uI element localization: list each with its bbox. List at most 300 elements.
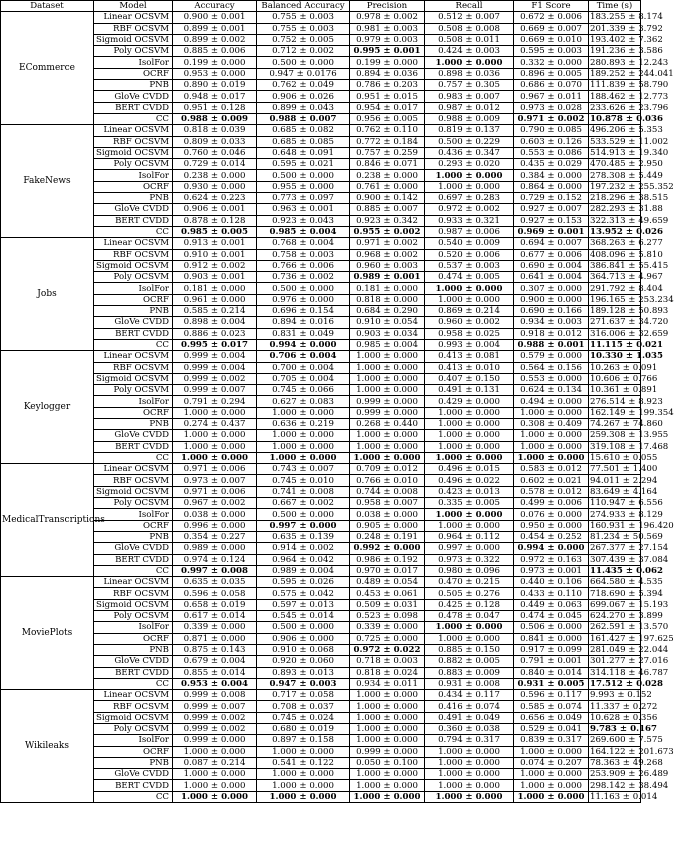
metric-cell: 0.745 ± 0.024	[257, 712, 350, 723]
metric-cell: 0.999 ± 0.000	[350, 746, 425, 757]
model-cell: Sigmoid OCSVM	[94, 260, 173, 271]
model-cell: Poly OCSVM	[94, 159, 173, 170]
metric-cell: 0.910 ± 0.054	[350, 317, 425, 328]
metric-cell: 1.000 ± 0.000	[425, 509, 514, 520]
table-row	[1, 498, 641, 509]
metric-cell: 0.923 ± 0.342	[350, 215, 425, 226]
metric-cell: 1.000 ± 0.000	[173, 452, 257, 463]
metric-cell: 0.690 ± 0.004	[514, 260, 589, 271]
metric-cell: 160.931 ± 196.420	[590, 520, 674, 531]
table-row	[1, 430, 641, 441]
metric-cell: 0.087 ± 0.214	[173, 757, 257, 768]
metric-cell: 0.181 ± 0.000	[350, 283, 425, 294]
header-f1-score: F1 Score	[514, 1, 589, 12]
metric-cell: 0.335 ± 0.005	[425, 498, 514, 509]
metric-cell: 0.597 ± 0.013	[257, 599, 350, 610]
table-row	[1, 170, 641, 181]
table-row	[1, 260, 641, 271]
model-cell: GloVe CVDD	[94, 317, 173, 328]
metric-cell: 0.953 ± 0.000	[173, 68, 257, 79]
metric-cell: 364.713 ± 4.967	[590, 272, 663, 283]
model-cell: PNB	[94, 80, 173, 91]
results-body	[1, 12, 674, 803]
metric-cell: 0.684 ± 0.290	[350, 306, 425, 317]
model-cell: GloVe CVDD	[94, 430, 173, 441]
metric-cell: 0.992 ± 0.000	[350, 543, 425, 554]
metric-cell: 301.277 ± 27.016	[590, 656, 669, 667]
metric-cell: 11.435 ± 0.062	[590, 565, 663, 576]
model-cell: BERT CVDD	[94, 780, 173, 791]
metric-cell: 0.578 ± 0.012	[514, 486, 589, 497]
metric-cell: 0.453 ± 0.061	[350, 588, 425, 599]
metric-cell: 0.882 ± 0.005	[425, 656, 514, 667]
metric-cell: 0.656 ± 0.049	[514, 712, 589, 723]
model-cell: GloVe CVDD	[94, 769, 173, 780]
table-row	[1, 249, 641, 260]
metric-cell: 0.697 ± 0.283	[425, 193, 514, 204]
metric-cell: 259.308 ± 13.955	[590, 430, 669, 441]
metric-cell: 1.000 ± 0.000	[425, 746, 514, 757]
metric-cell: 189.252 ± 244.041	[590, 68, 674, 79]
metric-cell: 0.766 ± 0.010	[350, 475, 425, 486]
model-cell: GloVe CVDD	[94, 543, 173, 554]
metric-cell: 0.407 ± 0.150	[425, 373, 514, 384]
metric-cell: 0.970 ± 0.017	[350, 565, 425, 576]
metric-cell: 0.983 ± 0.007	[425, 91, 514, 102]
metric-cell: 1.000 ± 0.000	[425, 418, 514, 429]
metric-cell: 94.011 ± 2.294	[590, 475, 658, 486]
metric-cell: 0.595 ± 0.026	[257, 577, 350, 588]
metric-cell: 0.602 ± 0.021	[514, 475, 589, 486]
metric-cell: 0.434 ± 0.117	[425, 690, 514, 701]
metric-cell: 1.000 ± 0.000	[257, 746, 350, 757]
metric-cell: 218.296 ± 38.515	[590, 193, 669, 204]
model-cell: Linear OCSVM	[94, 12, 173, 23]
metric-cell: 1.000 ± 0.000	[514, 746, 589, 757]
metric-cell: 0.496 ± 0.022	[425, 475, 514, 486]
metric-cell: 0.912 ± 0.002	[173, 260, 257, 271]
model-cell: IsolFor	[94, 283, 173, 294]
model-cell: RBF OCSVM	[94, 701, 173, 712]
dataset-cell: MedicalTranscriptions	[1, 464, 94, 577]
table-row	[1, 181, 641, 192]
metric-cell: 0.973 ± 0.322	[425, 554, 514, 565]
metric-cell: 496.206 ± 5.353	[590, 125, 663, 136]
metric-cell: 1.000 ± 0.000	[425, 622, 514, 633]
header-model: Model	[94, 1, 173, 12]
table-row	[1, 452, 641, 463]
metric-cell: 0.512 ± 0.007	[425, 12, 514, 23]
metric-cell: 1.000 ± 0.000	[514, 769, 589, 780]
metric-cell: 0.499 ± 0.006	[514, 498, 589, 509]
model-cell: PNB	[94, 531, 173, 542]
metric-cell: 0.564 ± 0.156	[514, 362, 589, 373]
metric-cell: 0.995 ± 0.017	[173, 339, 257, 350]
metric-cell: 78.363 ± 49.268	[590, 758, 663, 769]
metric-cell: 0.627 ± 0.083	[257, 396, 350, 407]
metric-cell: 9.783 ± 0.167	[590, 724, 658, 735]
metric-cell: 0.762 ± 0.110	[350, 125, 425, 136]
metric-cell: 0.999 ± 0.000	[350, 396, 425, 407]
table-row	[1, 486, 641, 497]
metric-cell: 0.985 ± 0.004	[350, 339, 425, 350]
metric-cell: 1.000 ± 0.000	[173, 791, 257, 802]
table-row	[1, 701, 641, 712]
model-cell: Poly OCSVM	[94, 498, 173, 509]
metric-cell: 282.293 ± 31.88	[590, 204, 663, 215]
model-cell: BERT CVDD	[94, 667, 173, 678]
metric-cell: 0.885 ± 0.006	[173, 46, 257, 57]
metric-cell: 280.893 ± 12.243	[590, 57, 669, 68]
metric-cell: 0.641 ± 0.004	[514, 272, 589, 283]
metric-cell: 0.293 ± 0.020	[425, 159, 514, 170]
metric-cell: 0.384 ± 0.000	[514, 170, 589, 181]
metric-cell: 0.766 ± 0.006	[257, 260, 350, 271]
metric-cell: 0.897 ± 0.158	[257, 735, 350, 746]
metric-cell: 0.494 ± 0.000	[514, 396, 589, 407]
metric-cell: 0.755 ± 0.003	[257, 23, 350, 34]
metric-cell: 0.752 ± 0.005	[257, 34, 350, 45]
model-cell: BERT CVDD	[94, 554, 173, 565]
metric-cell: 0.354 ± 0.227	[173, 531, 257, 542]
metric-cell: 0.757 ± 0.259	[350, 147, 425, 158]
metric-cell: 0.905 ± 0.000	[350, 520, 425, 531]
metric-cell: 0.505 ± 0.276	[425, 588, 514, 599]
model-cell: CC	[94, 339, 173, 350]
metric-cell: 1.000 ± 0.000	[173, 746, 257, 757]
metric-cell: 0.745 ± 0.066	[257, 385, 350, 396]
metric-cell: 0.841 ± 0.000	[514, 633, 589, 644]
table-row	[1, 204, 641, 215]
table-row	[1, 464, 641, 475]
metric-cell: 0.624 ± 0.223	[173, 193, 257, 204]
metric-cell: 10.606 ± 0.766	[590, 373, 658, 384]
metric-cell: 0.575 ± 0.042	[257, 588, 350, 599]
table-row	[1, 690, 641, 701]
metric-cell: 0.818 ± 0.039	[173, 125, 257, 136]
metric-cell: 0.669 ± 0.010	[514, 34, 589, 45]
metric-cell: 0.679 ± 0.004	[173, 656, 257, 667]
metric-cell: 111.839 ± 58.790	[590, 80, 669, 91]
metric-cell: 1.000 ± 0.000	[257, 452, 350, 463]
metric-cell: 1.000 ± 0.000	[173, 769, 257, 780]
metric-cell: 1.000 ± 0.000	[350, 724, 425, 735]
metric-cell: 267.377 ± 27.154	[590, 543, 669, 554]
metric-cell: 0.886 ± 0.023	[173, 328, 257, 339]
model-cell: OCRF	[94, 68, 173, 79]
metric-cell: 0.967 ± 0.011	[514, 91, 589, 102]
metric-cell: 1.000 ± 0.000	[350, 385, 425, 396]
metric-cell: 0.449 ± 0.063	[514, 599, 589, 610]
metric-cell: 386.841 ± 55.415	[590, 260, 669, 271]
table-row	[1, 565, 641, 576]
model-cell: Linear OCSVM	[94, 464, 173, 475]
table-row	[1, 80, 641, 91]
metric-cell: 1.000 ± 0.000	[350, 735, 425, 746]
metric-cell: 0.690 ± 0.166	[514, 306, 589, 317]
table-row	[1, 362, 641, 373]
metric-cell: 0.712 ± 0.002	[257, 46, 350, 57]
table-row	[1, 746, 641, 757]
model-cell: CC	[94, 791, 173, 802]
table-row	[1, 23, 641, 34]
metric-cell: 0.809 ± 0.033	[173, 136, 257, 147]
metric-cell: 0.960 ± 0.002	[425, 317, 514, 328]
metric-cell: 1.000 ± 0.000	[350, 780, 425, 791]
metric-cell: 1.000 ± 0.000	[350, 362, 425, 373]
model-cell: RBF OCSVM	[94, 23, 173, 34]
model-cell: RBF OCSVM	[94, 136, 173, 147]
metric-cell: 1.000 ± 0.000	[514, 452, 589, 463]
metric-cell: 664.580 ± 4.535	[590, 577, 663, 588]
metric-cell: 0.890 ± 0.019	[173, 80, 257, 91]
metric-cell: 0.819 ± 0.137	[425, 125, 514, 136]
metric-cell: 0.896 ± 0.005	[514, 68, 589, 79]
metric-cell: 0.686 ± 0.070	[514, 80, 589, 91]
model-cell: Linear OCSVM	[94, 238, 173, 249]
metric-cell: 0.500 ± 0.000	[257, 170, 350, 181]
metric-cell: 0.772 ± 0.184	[350, 136, 425, 147]
metric-cell: 0.973 ± 0.001	[514, 565, 589, 576]
model-cell: Sigmoid OCSVM	[94, 373, 173, 384]
metric-cell: 0.553 ± 0.086	[514, 147, 589, 158]
model-cell: OCRF	[94, 520, 173, 531]
metric-cell: 0.603 ± 0.126	[514, 136, 589, 147]
metric-cell: 0.999 ± 0.007	[173, 385, 257, 396]
metric-cell: 0.685 ± 0.085	[257, 136, 350, 147]
metric-cell: 13.952 ± 0.026	[590, 227, 663, 238]
metric-cell: 1.000 ± 0.000	[514, 430, 589, 441]
dataset-cell: Wikileaks	[1, 690, 94, 803]
metric-cell: 0.894 ± 0.036	[350, 68, 425, 79]
metric-cell: 368.263 ± 6.277	[590, 238, 663, 249]
metric-cell: 0.424 ± 0.003	[425, 46, 514, 57]
metric-cell: 0.979 ± 0.003	[350, 34, 425, 45]
metric-cell: 0.658 ± 0.019	[173, 599, 257, 610]
model-cell: IsolFor	[94, 396, 173, 407]
model-cell: IsolFor	[94, 170, 173, 181]
metric-cell: 269.600 ± 7.575	[590, 735, 663, 746]
metric-cell: 83.649 ± 4.164	[590, 486, 658, 497]
metric-cell: 0.717 ± 0.058	[257, 690, 350, 701]
model-cell: RBF OCSVM	[94, 249, 173, 260]
metric-cell: 0.696 ± 0.154	[257, 306, 350, 317]
metric-cell: 0.964 ± 0.112	[425, 531, 514, 542]
table-row	[1, 193, 641, 204]
metric-cell: 77.501 ± 1.400	[590, 464, 658, 475]
metric-cell: 0.755 ± 0.003	[257, 12, 350, 23]
metric-cell: 1.000 ± 0.000	[514, 791, 589, 802]
table-row	[1, 735, 641, 746]
metric-cell: 193.402 ± 7.362	[590, 35, 663, 46]
metric-cell: 0.199 ± 0.000	[173, 57, 257, 68]
metric-cell: 0.762 ± 0.049	[257, 80, 350, 91]
metric-cell: 0.999 ± 0.000	[350, 407, 425, 418]
metric-cell: 0.773 ± 0.097	[257, 193, 350, 204]
table-row	[1, 306, 641, 317]
metric-cell: 188.462 ± 12.773	[590, 91, 669, 102]
metric-cell: 0.933 ± 0.321	[425, 215, 514, 226]
metric-cell: 0.968 ± 0.002	[350, 249, 425, 260]
model-cell: Sigmoid OCSVM	[94, 147, 173, 158]
metric-cell: 0.685 ± 0.082	[257, 125, 350, 136]
table-row	[1, 226, 641, 237]
metric-cell: 1.000 ± 0.000	[425, 283, 514, 294]
metric-cell: 0.920 ± 0.060	[257, 656, 350, 667]
metric-cell: 0.423 ± 0.013	[425, 486, 514, 497]
metric-cell: 0.978 ± 0.002	[350, 12, 425, 23]
metric-cell: 0.988 ± 0.009	[173, 113, 257, 124]
metric-cell: 0.595 ± 0.021	[257, 159, 350, 170]
metric-cell: 0.906 ± 0.026	[257, 91, 350, 102]
metric-cell: 110.947 ± 6.556	[590, 498, 663, 509]
metric-cell: 0.741 ± 0.008	[257, 486, 350, 497]
metric-cell: 0.529 ± 0.041	[514, 724, 589, 735]
metric-cell: 0.927 ± 0.153	[514, 215, 589, 226]
metric-cell: 0.332 ± 0.000	[514, 57, 589, 68]
metric-cell: 0.729 ± 0.152	[514, 193, 589, 204]
metric-cell: 0.981 ± 0.003	[350, 23, 425, 34]
model-cell: PNB	[94, 644, 173, 655]
metric-cell: 0.980 ± 0.096	[425, 565, 514, 576]
metric-cell: 0.906 ± 0.000	[257, 633, 350, 644]
metric-cell: 0.791 ± 0.001	[514, 656, 589, 667]
metric-cell: 1.000 ± 0.000	[173, 430, 257, 441]
metric-cell: 1.000 ± 0.000	[350, 351, 425, 362]
dataset-cell: Jobs	[1, 238, 94, 351]
metric-cell: 0.520 ± 0.006	[425, 249, 514, 260]
metric-cell: 253.909 ± 26.489	[590, 769, 669, 780]
header-balanced-accuracy: Balanced Accuracy	[257, 1, 350, 12]
table-row	[1, 577, 641, 588]
metric-cell: 17.512 ± 0.028	[590, 678, 663, 689]
metric-cell: 1.000 ± 0.000	[173, 407, 257, 418]
table-row	[1, 791, 641, 802]
table-row	[1, 611, 641, 622]
metric-cell: 0.903 ± 0.034	[350, 328, 425, 339]
metric-cell: 1.000 ± 0.000	[350, 373, 425, 384]
metric-cell: 0.248 ± 0.191	[350, 531, 425, 542]
metric-cell: 0.878 ± 0.128	[173, 215, 257, 226]
table-row	[1, 238, 641, 249]
metric-cell: 0.074 ± 0.207	[514, 757, 589, 768]
metric-cell: 0.413 ± 0.010	[425, 362, 514, 373]
metric-cell: 0.579 ± 0.000	[514, 351, 589, 362]
table-row	[1, 147, 641, 158]
metric-cell: 0.955 ± 0.002	[350, 226, 425, 237]
metric-cell: 1.000 ± 0.000	[425, 769, 514, 780]
metric-cell: 1.000 ± 0.000	[425, 57, 514, 68]
metric-cell: 1.000 ± 0.000	[514, 780, 589, 791]
metric-cell: 307.439 ± 37.084	[590, 554, 669, 565]
metric-cell: 1.000 ± 0.000	[350, 712, 425, 723]
model-cell: IsolFor	[94, 57, 173, 68]
metric-cell: 0.743 ± 0.007	[257, 464, 350, 475]
metric-cell: 0.537 ± 0.003	[425, 260, 514, 271]
metric-cell: 1.000 ± 0.000	[425, 294, 514, 305]
metric-cell: 0.729 ± 0.014	[173, 159, 257, 170]
dataset-cell: MoviePlots	[1, 577, 94, 690]
table-row	[1, 769, 641, 780]
metric-cell: 0.636 ± 0.219	[257, 418, 350, 429]
metric-cell: 0.500 ± 0.000	[257, 57, 350, 68]
metric-cell: 298.142 ± 38.494	[590, 780, 669, 791]
metric-cell: 0.339 ± 0.000	[350, 622, 425, 633]
metric-cell: 0.541 ± 0.122	[257, 757, 350, 768]
metric-cell: 0.899 ± 0.043	[257, 102, 350, 113]
table-row	[1, 622, 641, 633]
metric-cell: 624.270 ± 3.899	[590, 611, 663, 622]
metric-cell: 0.927 ± 0.007	[514, 204, 589, 215]
metric-cell: 0.994 ± 0.000	[257, 339, 350, 350]
metric-cell: 0.677 ± 0.006	[514, 249, 589, 260]
metric-cell: 0.954 ± 0.017	[350, 102, 425, 113]
metric-cell: 0.491 ± 0.049	[425, 712, 514, 723]
metric-cell: 0.474 ± 0.005	[425, 272, 514, 283]
model-cell: RBF OCSVM	[94, 475, 173, 486]
metric-cell: 11.115 ± 0.021	[590, 340, 663, 351]
table-row	[1, 531, 641, 542]
metric-cell: 233.626 ± 23.796	[590, 102, 669, 113]
metric-cell: 0.635 ± 0.035	[173, 577, 257, 588]
metric-cell: 11.337 ± 0.272	[590, 701, 658, 712]
metric-cell: 319.108 ± 17.468	[590, 441, 669, 452]
metric-cell: 0.725 ± 0.000	[350, 633, 425, 644]
metric-cell: 0.995 ± 0.001	[350, 46, 425, 57]
metric-cell: 0.898 ± 0.036	[425, 68, 514, 79]
table-row	[1, 328, 641, 339]
metric-cell: 0.973 ± 0.028	[514, 102, 589, 113]
metric-cell: 1.000 ± 0.000	[514, 441, 589, 452]
metric-cell: 0.360 ± 0.038	[425, 724, 514, 735]
metric-cell: 0.948 ± 0.017	[173, 91, 257, 102]
metric-cell: 1.000 ± 0.000	[257, 780, 350, 791]
metric-cell: 0.818 ± 0.024	[350, 667, 425, 678]
metric-cell: 533.529 ± 11.002	[590, 136, 669, 147]
metric-cell: 0.794 ± 0.317	[425, 735, 514, 746]
table-row	[1, 373, 641, 384]
metric-cell: 0.308 ± 0.409	[514, 418, 589, 429]
metric-cell: 0.956 ± 0.005	[350, 113, 425, 124]
metric-cell: 1.000 ± 0.000	[173, 441, 257, 452]
metric-cell: 0.989 ± 0.001	[350, 272, 425, 283]
model-cell: Poly OCSVM	[94, 611, 173, 622]
metric-cell: 0.934 ± 0.011	[350, 678, 425, 689]
header-recall: Recall	[425, 1, 514, 12]
metric-cell: 0.635 ± 0.139	[257, 531, 350, 542]
metric-cell: 0.989 ± 0.000	[173, 543, 257, 554]
metric-cell: 1.000 ± 0.000	[350, 690, 425, 701]
metric-cell: 0.669 ± 0.007	[514, 23, 589, 34]
table-row	[1, 12, 641, 23]
model-cell: IsolFor	[94, 622, 173, 633]
metric-cell: 10.263 ± 0.091	[590, 362, 658, 373]
metric-cell: 0.999 ± 0.002	[173, 712, 257, 723]
metric-cell: 0.918 ± 0.012	[514, 328, 589, 339]
metric-cell: 0.934 ± 0.003	[514, 317, 589, 328]
metric-cell: 0.930 ± 0.000	[173, 181, 257, 192]
model-cell: CC	[94, 678, 173, 689]
metric-cell: 0.840 ± 0.014	[514, 667, 589, 678]
header-dataset: Dataset	[1, 1, 94, 12]
model-cell: OCRF	[94, 407, 173, 418]
metric-cell: 0.963 ± 0.001	[257, 204, 350, 215]
metric-cell: 0.595 ± 0.003	[514, 46, 589, 57]
table-row	[1, 588, 641, 599]
metric-cell: 0.274 ± 0.437	[173, 418, 257, 429]
metric-cell: 10.361 ± 0.891	[590, 385, 658, 396]
metric-cell: 0.509 ± 0.031	[350, 599, 425, 610]
